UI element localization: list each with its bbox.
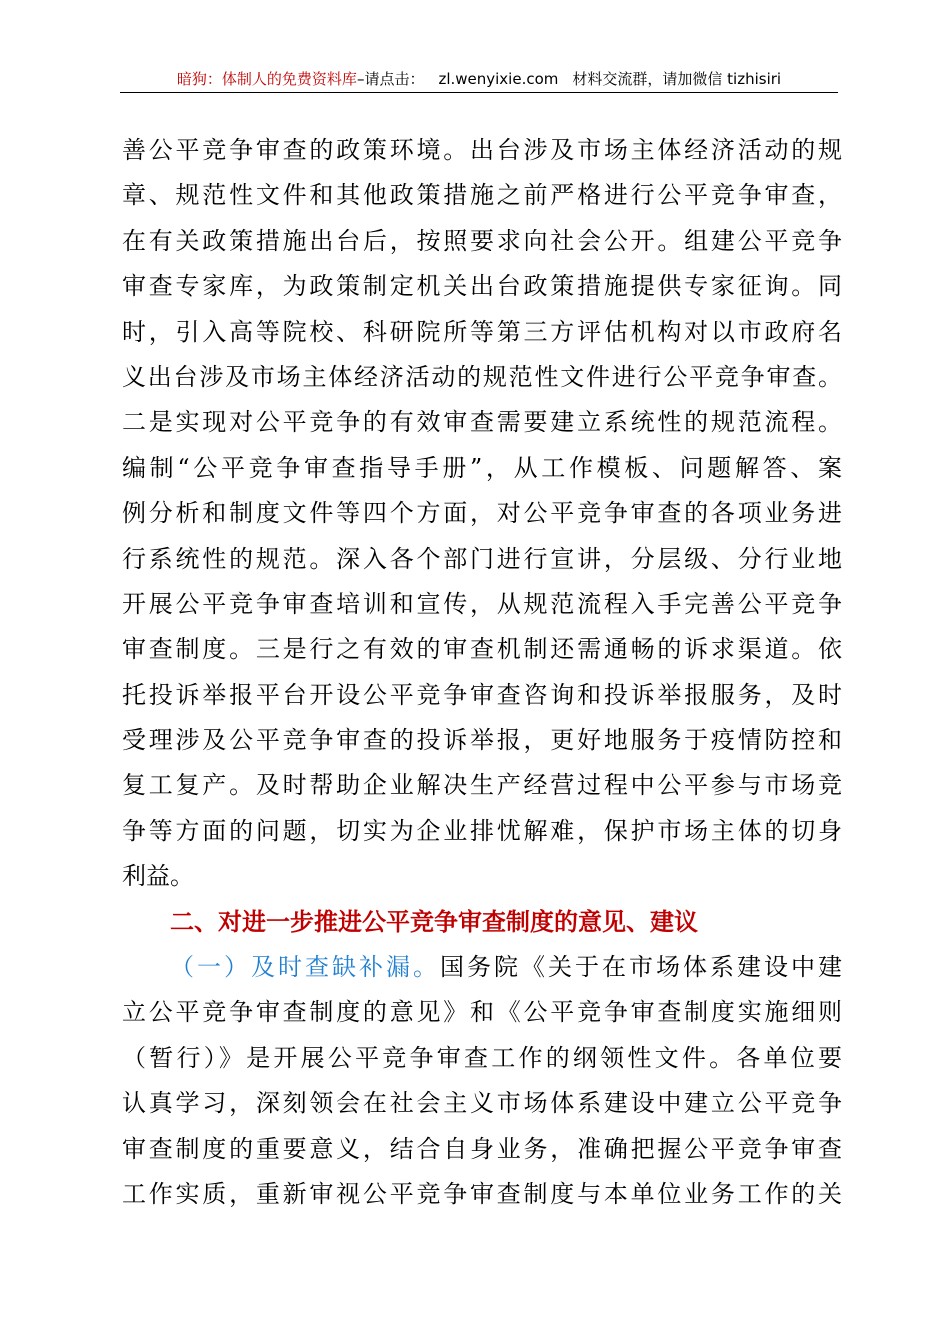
header-site-name: 暗狗：体制人的免费资料库 <box>176 70 357 88</box>
subsection-first-line <box>122 945 842 990</box>
subsection-first-line-text: 国务院《关于在市场体系建设中建 <box>440 953 842 982</box>
text-line: （暂行）》是开展公平竞争审查工作的纲领性文件。各单位要 <box>122 1043 842 1072</box>
subsection-label: （一）及时查缺补漏。 <box>170 953 440 982</box>
text-line: 开展公平竞争审查培训和宣传，从规范流程入手完善公平竞争 <box>122 589 842 618</box>
text-line: 时，引入高等院校、科研院所等第三方评估机构对以市政府名 <box>122 317 842 346</box>
text-line: 利益。 <box>122 862 194 891</box>
section-heading: 二、对进一步推进公平竞争审查制度的意见、建议 <box>170 907 698 936</box>
header-wechat-note: 材料交流群，请加微信 tizhisiri <box>572 70 782 88</box>
paragraph-1 <box>122 128 842 900</box>
text-line: 义出台涉及市场主体经济活动的规范性文件进行公平竞争审查。 <box>122 362 842 391</box>
text-line: 行系统性的规范。深入各个部门进行宣讲，分层级、分行业地 <box>122 544 842 573</box>
text-line: 复工复产。及时帮助企业解决生产经营过程中公平参与市场竞 <box>122 771 842 800</box>
text-line: 善公平竞争审查的政策环境。出台涉及市场主体经济活动的规 <box>122 136 842 164</box>
text-line: 立公平竞争审查制度的意见》和《公平竞争审查制度实施细则 <box>122 998 842 1027</box>
subsection-1 <box>122 945 842 1217</box>
text-line: 托投诉举报平台开设公平竞争审查咨询和投诉举报服务，及时 <box>122 680 842 709</box>
text-line: 二是实现对公平竞争的有效审查需要建立系统性的规范流程。 <box>122 408 842 437</box>
text-line: 争等方面的问题，切实为企业排忧解难，保护市场主体的切身 <box>122 816 842 845</box>
header-url-link[interactable]: zl.wenyixie.com <box>438 70 559 88</box>
text-line: 受理涉及公平竞争审查的投诉举报，更好地服务于疫情防控和 <box>122 726 842 755</box>
header-click-prompt: –请点击： <box>356 70 425 88</box>
text-line: 认真学习，深刻领会在社会主义市场体系建设中建立公平竞争 <box>122 1089 842 1118</box>
text-line: 审查制度的重要意义，结合自身业务，准确把握公平竞争审查 <box>122 1134 842 1163</box>
text-line: 章、规范性文件和其他政策措施之前严格进行公平竞争审查， <box>122 181 842 210</box>
text-line: 编制“公平竞争审查指导手册”，从工作模板、问题解答、案 <box>122 453 842 482</box>
text-line: 在有关政策措施出台后，按照要求向社会公开。组建公平竞争 <box>122 226 842 255</box>
text-line: 审查制度。三是行之有效的审查机制还需通畅的诉求渠道。依 <box>122 635 842 664</box>
text-line: 审查专家库，为政策制定机关出台政策措施提供专家征询。同 <box>122 272 842 301</box>
document-body <box>122 128 842 1217</box>
page-header <box>120 66 838 93</box>
text-line: 例分析和制度文件等四个方面，对公平竞争审查的各项业务进 <box>122 499 842 528</box>
text-line: 工作实质，重新审视公平竞争审查制度与本单位业务工作的关 <box>122 1179 842 1208</box>
